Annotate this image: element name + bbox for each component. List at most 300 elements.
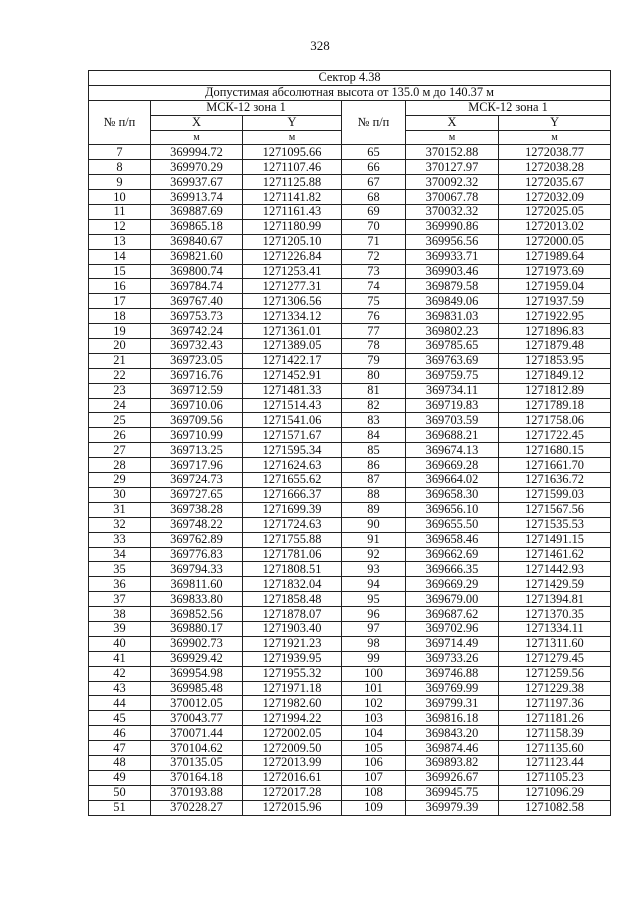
- x-coordinate-cell: 369763.69: [406, 353, 499, 368]
- x-coordinate-cell: 369655.50: [406, 517, 499, 532]
- y-coordinate-cell: 1271158.39: [499, 726, 611, 741]
- point-number-cell: 71: [342, 234, 406, 249]
- y-coordinate-cell: 1271959.04: [499, 279, 611, 294]
- x-coordinate-cell: 369717.96: [151, 458, 243, 473]
- table-row: [89, 487, 611, 502]
- point-number-cell: 72: [342, 249, 406, 264]
- point-number-cell: 95: [342, 592, 406, 607]
- table-row: [89, 234, 611, 249]
- y-coordinate-cell: 1271311.60: [499, 636, 611, 651]
- point-number-cell: 109: [342, 800, 406, 815]
- table-row: [89, 383, 611, 398]
- point-number-cell: 65: [342, 145, 406, 160]
- point-number-cell: 7: [89, 145, 151, 160]
- y-coordinate-cell: 1271939.95: [243, 651, 342, 666]
- point-number-cell: 100: [342, 666, 406, 681]
- height-limit: Допустимая абсолютная высота от 135.0 м до 140.37 м: [89, 85, 611, 100]
- x-coordinate-cell: 369733.26: [406, 651, 499, 666]
- x-coordinate-cell: 369727.65: [151, 487, 243, 502]
- point-number-cell: 27: [89, 443, 151, 458]
- x-coordinate-cell: 369816.18: [406, 711, 499, 726]
- table-row: [89, 755, 611, 770]
- y-coordinate-cell: 1271141.82: [243, 190, 342, 205]
- point-number-cell: 94: [342, 577, 406, 592]
- x-coordinate-cell: 369716.76: [151, 368, 243, 383]
- table-row: [89, 502, 611, 517]
- point-number-cell: 31: [89, 502, 151, 517]
- x-coordinate-cell: 369843.20: [406, 726, 499, 741]
- table-row: [89, 264, 611, 279]
- y-coordinate-cell: 1271125.88: [243, 175, 342, 190]
- y-coordinate-cell: 1271666.37: [243, 487, 342, 502]
- point-number-cell: 14: [89, 249, 151, 264]
- x-coordinate-cell: 369903.46: [406, 264, 499, 279]
- table-row: [89, 636, 611, 651]
- point-number-cell: 9: [89, 175, 151, 190]
- y-coordinate-cell: 1272038.28: [499, 160, 611, 175]
- x-coordinate-cell: 370067.78: [406, 190, 499, 205]
- point-number-cell: 39: [89, 621, 151, 636]
- y-coordinate-cell: 1271994.22: [243, 711, 342, 726]
- x-coordinate-cell: 369688.21: [406, 428, 499, 443]
- point-number-cell: 87: [342, 473, 406, 488]
- y-coordinate-cell: 1271429.59: [499, 577, 611, 592]
- table-row: [89, 547, 611, 562]
- y-coordinate-cell: 1271937.59: [499, 294, 611, 309]
- table-row: [89, 785, 611, 800]
- table-row: [89, 175, 611, 190]
- y-coordinate-cell: 1271096.29: [499, 785, 611, 800]
- table-row: [89, 666, 611, 681]
- y-coordinate-cell: 1271755.88: [243, 532, 342, 547]
- y-coordinate-cell: 1271461.62: [499, 547, 611, 562]
- point-number-cell: 43: [89, 681, 151, 696]
- y-coordinate-cell: 1271879.48: [499, 339, 611, 354]
- x-coordinate-cell: 370043.77: [151, 711, 243, 726]
- y-coordinate-cell: 1271277.31: [243, 279, 342, 294]
- table-row: [89, 473, 611, 488]
- table-row: [89, 800, 611, 815]
- x-coordinate-cell: 369753.73: [151, 309, 243, 324]
- x-coordinate-cell: 369887.69: [151, 205, 243, 220]
- point-number-cell: 98: [342, 636, 406, 651]
- y-coordinate-cell: 1271812.89: [499, 383, 611, 398]
- y-coordinate-cell: 1271107.46: [243, 160, 342, 175]
- point-number-cell: 75: [342, 294, 406, 309]
- x-header-right: X: [406, 115, 499, 130]
- x-coordinate-cell: 369802.23: [406, 324, 499, 339]
- point-number-cell: 68: [342, 190, 406, 205]
- x-coordinate-cell: 370228.27: [151, 800, 243, 815]
- point-number-cell: 24: [89, 398, 151, 413]
- table-row: [89, 621, 611, 636]
- x-coordinate-cell: 369658.46: [406, 532, 499, 547]
- y-coordinate-cell: 1271849.12: [499, 368, 611, 383]
- x-coordinate-cell: 369811.60: [151, 577, 243, 592]
- page-number: 328: [310, 38, 330, 53]
- x-coordinate-cell: 369945.75: [406, 785, 499, 800]
- y-coordinate-cell: 1271758.06: [499, 413, 611, 428]
- y-coordinate-cell: 1271306.56: [243, 294, 342, 309]
- point-number-cell: 42: [89, 666, 151, 681]
- table-row: [89, 219, 611, 234]
- x-coordinate-cell: 369719.83: [406, 398, 499, 413]
- point-number-cell: 21: [89, 353, 151, 368]
- point-number-cell: 45: [89, 711, 151, 726]
- y-coordinate-cell: 1271135.60: [499, 741, 611, 756]
- y-coordinate-cell: 1271699.39: [243, 502, 342, 517]
- y-coordinate-cell: 1271514.43: [243, 398, 342, 413]
- point-number-cell: 102: [342, 696, 406, 711]
- y-coordinate-cell: 1271922.95: [499, 309, 611, 324]
- x-coordinate-cell: 369658.30: [406, 487, 499, 502]
- x-coordinate-cell: 369767.40: [151, 294, 243, 309]
- y-coordinate-cell: 1271921.23: [243, 636, 342, 651]
- y-coordinate-cell: 1271259.56: [499, 666, 611, 681]
- y-coordinate-cell: 1271361.01: [243, 324, 342, 339]
- y-coordinate-cell: 1271181.26: [499, 711, 611, 726]
- x-coordinate-cell: 369831.03: [406, 309, 499, 324]
- table-row: [89, 279, 611, 294]
- x-coordinate-cell: 369902.73: [151, 636, 243, 651]
- point-number-cell: 74: [342, 279, 406, 294]
- x-coordinate-cell: 369714.49: [406, 636, 499, 651]
- y-coordinate-cell: 1272009.50: [243, 741, 342, 756]
- point-number-cell: 20: [89, 339, 151, 354]
- x-coordinate-cell: 369687.62: [406, 607, 499, 622]
- x-coordinate-cell: 369703.59: [406, 413, 499, 428]
- table-row: [89, 607, 611, 622]
- y-coordinate-cell: 1271571.67: [243, 428, 342, 443]
- point-number-cell: 22: [89, 368, 151, 383]
- y-coordinate-cell: 1271205.10: [243, 234, 342, 249]
- point-number-cell: 40: [89, 636, 151, 651]
- table-row: [89, 309, 611, 324]
- x-coordinate-cell: 369738.28: [151, 502, 243, 517]
- point-number-cell: 46: [89, 726, 151, 741]
- point-number-cell: 8: [89, 160, 151, 175]
- point-number-cell: 91: [342, 532, 406, 547]
- table-row: [89, 413, 611, 428]
- y-coordinate-cell: 1271595.34: [243, 443, 342, 458]
- table-row: [89, 339, 611, 354]
- point-number-cell: 37: [89, 592, 151, 607]
- x-coordinate-cell: 369799.31: [406, 696, 499, 711]
- point-number-cell: 12: [89, 219, 151, 234]
- table-row: [89, 770, 611, 785]
- x-coordinate-cell: 370071.44: [151, 726, 243, 741]
- x-coordinate-cell: 369794.33: [151, 562, 243, 577]
- point-number-cell: 18: [89, 309, 151, 324]
- point-number-cell: 33: [89, 532, 151, 547]
- x-coordinate-cell: 369880.17: [151, 621, 243, 636]
- x-coordinate-cell: 370092.32: [406, 175, 499, 190]
- table-row: [89, 517, 611, 532]
- x-unit-right: м: [406, 130, 499, 145]
- y-coordinate-cell: 1271878.07: [243, 607, 342, 622]
- point-number-cell: 49: [89, 770, 151, 785]
- y-coordinate-cell: 1271636.72: [499, 473, 611, 488]
- x-coordinate-cell: 369849.06: [406, 294, 499, 309]
- y-coordinate-cell: 1271853.95: [499, 353, 611, 368]
- table-row: [89, 428, 611, 443]
- x-coordinate-cell: 369710.06: [151, 398, 243, 413]
- point-number-cell: 38: [89, 607, 151, 622]
- x-coordinate-cell: 369893.82: [406, 755, 499, 770]
- x-coordinate-cell: 370135.05: [151, 755, 243, 770]
- point-number-cell: 108: [342, 785, 406, 800]
- y-coordinate-cell: 1272017.28: [243, 785, 342, 800]
- point-number-cell: 106: [342, 755, 406, 770]
- point-number-cell: 66: [342, 160, 406, 175]
- table-row: [89, 741, 611, 756]
- point-number-cell: 48: [89, 755, 151, 770]
- x-coordinate-cell: 369937.67: [151, 175, 243, 190]
- x-coordinate-cell: 369954.98: [151, 666, 243, 681]
- table-row: [89, 353, 611, 368]
- point-number-cell: 73: [342, 264, 406, 279]
- table-row: [89, 145, 611, 160]
- index-header-left: № п/п: [89, 100, 151, 145]
- x-coordinate-cell: 369769.99: [406, 681, 499, 696]
- x-coordinate-cell: 370152.88: [406, 145, 499, 160]
- x-coordinate-cell: 369710.99: [151, 428, 243, 443]
- x-coordinate-cell: 369929.42: [151, 651, 243, 666]
- x-coordinate-cell: 369879.58: [406, 279, 499, 294]
- y-coordinate-cell: 1271903.40: [243, 621, 342, 636]
- x-coordinate-cell: 370164.18: [151, 770, 243, 785]
- x-header-left: X: [151, 115, 243, 130]
- x-coordinate-cell: 369709.56: [151, 413, 243, 428]
- x-coordinate-cell: 369713.25: [151, 443, 243, 458]
- x-coordinate-cell: 369674.13: [406, 443, 499, 458]
- y-unit-right: м: [499, 130, 611, 145]
- point-number-cell: 89: [342, 502, 406, 517]
- y-coordinate-cell: 1271452.91: [243, 368, 342, 383]
- point-number-cell: 104: [342, 726, 406, 741]
- point-number-cell: 76: [342, 309, 406, 324]
- table-row: [89, 160, 611, 175]
- x-coordinate-cell: 369734.11: [406, 383, 499, 398]
- y-coordinate-cell: 1271481.33: [243, 383, 342, 398]
- y-coordinate-cell: 1271226.84: [243, 249, 342, 264]
- x-coordinate-cell: 369679.00: [406, 592, 499, 607]
- x-coordinate-cell: 370127.97: [406, 160, 499, 175]
- table-row: [89, 190, 611, 205]
- index-header-right: № п/п: [342, 100, 406, 145]
- x-coordinate-cell: 370032.32: [406, 205, 499, 220]
- y-coordinate-cell: 1271389.05: [243, 339, 342, 354]
- point-number-cell: 99: [342, 651, 406, 666]
- table-row: [89, 696, 611, 711]
- point-number-cell: 107: [342, 770, 406, 785]
- x-coordinate-cell: 369784.74: [151, 279, 243, 294]
- y-coordinate-cell: 1271095.66: [243, 145, 342, 160]
- point-number-cell: 70: [342, 219, 406, 234]
- point-number-cell: 25: [89, 413, 151, 428]
- point-number-cell: 77: [342, 324, 406, 339]
- table-row: [89, 532, 611, 547]
- x-coordinate-cell: 369746.88: [406, 666, 499, 681]
- y-coordinate-cell: 1271253.41: [243, 264, 342, 279]
- x-coordinate-cell: 369865.18: [151, 219, 243, 234]
- point-number-cell: 23: [89, 383, 151, 398]
- point-number-cell: 97: [342, 621, 406, 636]
- point-number-cell: 103: [342, 711, 406, 726]
- x-coordinate-cell: 369656.10: [406, 502, 499, 517]
- y-coordinate-cell: 1271541.06: [243, 413, 342, 428]
- y-coordinate-cell: 1271229.38: [499, 681, 611, 696]
- point-number-cell: 30: [89, 487, 151, 502]
- y-coordinate-cell: 1271982.60: [243, 696, 342, 711]
- y-coordinate-cell: 1271971.18: [243, 681, 342, 696]
- x-coordinate-cell: 369956.56: [406, 234, 499, 249]
- x-coordinate-cell: 369669.29: [406, 577, 499, 592]
- x-coordinate-cell: 369712.59: [151, 383, 243, 398]
- x-coordinate-cell: 369994.72: [151, 145, 243, 160]
- point-number-cell: 32: [89, 517, 151, 532]
- y-coordinate-cell: 1272032.09: [499, 190, 611, 205]
- x-coordinate-cell: 369776.83: [151, 547, 243, 562]
- y-coordinate-cell: 1271105.23: [499, 770, 611, 785]
- x-coordinate-cell: 369800.74: [151, 264, 243, 279]
- y-header-left: Y: [243, 115, 342, 130]
- point-number-cell: 35: [89, 562, 151, 577]
- y-coordinate-cell: 1272002.05: [243, 726, 342, 741]
- table-row: [89, 368, 611, 383]
- x-coordinate-cell: 369748.22: [151, 517, 243, 532]
- y-coordinate-cell: 1272000.05: [499, 234, 611, 249]
- point-number-cell: 67: [342, 175, 406, 190]
- table-row: [89, 651, 611, 666]
- table-row: [89, 205, 611, 220]
- x-coordinate-cell: 369724.73: [151, 473, 243, 488]
- point-number-cell: 92: [342, 547, 406, 562]
- point-number-cell: 19: [89, 324, 151, 339]
- y-coordinate-cell: 1271655.62: [243, 473, 342, 488]
- point-number-cell: 80: [342, 368, 406, 383]
- y-coordinate-cell: 1271334.11: [499, 621, 611, 636]
- point-number-cell: 96: [342, 607, 406, 622]
- table-row: [89, 577, 611, 592]
- table-row: [89, 592, 611, 607]
- x-coordinate-cell: 369732.43: [151, 339, 243, 354]
- y-coordinate-cell: 1271832.04: [243, 577, 342, 592]
- point-number-cell: 28: [89, 458, 151, 473]
- x-coordinate-cell: 369742.24: [151, 324, 243, 339]
- table-row: [89, 562, 611, 577]
- point-number-cell: 26: [89, 428, 151, 443]
- y-coordinate-cell: 1272035.67: [499, 175, 611, 190]
- y-coordinate-cell: 1272013.99: [243, 755, 342, 770]
- y-coordinate-cell: 1271123.44: [499, 755, 611, 770]
- x-coordinate-cell: 369933.71: [406, 249, 499, 264]
- y-coordinate-cell: 1271781.06: [243, 547, 342, 562]
- table-row: [89, 294, 611, 309]
- y-coordinate-cell: 1271161.43: [243, 205, 342, 220]
- x-coordinate-cell: 369723.05: [151, 353, 243, 368]
- point-number-cell: 78: [342, 339, 406, 354]
- y-coordinate-cell: 1272025.05: [499, 205, 611, 220]
- point-number-cell: 93: [342, 562, 406, 577]
- point-number-cell: 50: [89, 785, 151, 800]
- y-coordinate-cell: 1271858.48: [243, 592, 342, 607]
- table-row: [89, 398, 611, 413]
- point-number-cell: 17: [89, 294, 151, 309]
- table-body: [89, 145, 611, 815]
- y-coordinate-cell: 1272016.61: [243, 770, 342, 785]
- point-number-cell: 81: [342, 383, 406, 398]
- point-number-cell: 36: [89, 577, 151, 592]
- y-coordinate-cell: 1271394.81: [499, 592, 611, 607]
- y-coordinate-cell: 1271808.51: [243, 562, 342, 577]
- point-number-cell: 83: [342, 413, 406, 428]
- x-coordinate-cell: 369762.89: [151, 532, 243, 547]
- x-coordinate-cell: 369666.35: [406, 562, 499, 577]
- y-coordinate-cell: 1271535.53: [499, 517, 611, 532]
- y-header-right: Y: [499, 115, 611, 130]
- y-coordinate-cell: 1271661.70: [499, 458, 611, 473]
- point-number-cell: 79: [342, 353, 406, 368]
- y-coordinate-cell: 1271491.15: [499, 532, 611, 547]
- sector-title: Сектор 4.38: [89, 71, 611, 86]
- x-coordinate-cell: 370104.62: [151, 741, 243, 756]
- y-coordinate-cell: 1271422.17: [243, 353, 342, 368]
- x-coordinate-cell: 369874.46: [406, 741, 499, 756]
- y-coordinate-cell: 1271442.93: [499, 562, 611, 577]
- coord-system-header-left: МСК-12 зона 1: [151, 100, 342, 115]
- point-number-cell: 11: [89, 205, 151, 220]
- x-coordinate-cell: 369702.96: [406, 621, 499, 636]
- table-row: [89, 443, 611, 458]
- point-number-cell: 85: [342, 443, 406, 458]
- x-coordinate-cell: 369785.65: [406, 339, 499, 354]
- point-number-cell: 44: [89, 696, 151, 711]
- y-coordinate-cell: 1272013.02: [499, 219, 611, 234]
- y-coordinate-cell: 1271789.18: [499, 398, 611, 413]
- point-number-cell: 101: [342, 681, 406, 696]
- y-coordinate-cell: 1271989.64: [499, 249, 611, 264]
- point-number-cell: 88: [342, 487, 406, 502]
- point-number-cell: 15: [89, 264, 151, 279]
- point-number-cell: 10: [89, 190, 151, 205]
- x-coordinate-cell: 369664.02: [406, 473, 499, 488]
- x-coordinate-cell: 369821.60: [151, 249, 243, 264]
- y-coordinate-cell: 1271082.58: [499, 800, 611, 815]
- point-number-cell: 86: [342, 458, 406, 473]
- x-coordinate-cell: 370193.88: [151, 785, 243, 800]
- coord-system-header-right: МСК-12 зона 1: [406, 100, 611, 115]
- x-coordinate-cell: 370012.05: [151, 696, 243, 711]
- y-coordinate-cell: 1271334.12: [243, 309, 342, 324]
- table-row: [89, 726, 611, 741]
- x-coordinate-cell: 369662.69: [406, 547, 499, 562]
- y-coordinate-cell: 1271567.56: [499, 502, 611, 517]
- y-coordinate-cell: 1271599.03: [499, 487, 611, 502]
- y-coordinate-cell: 1271896.83: [499, 324, 611, 339]
- x-coordinate-cell: 369840.67: [151, 234, 243, 249]
- y-coordinate-cell: 1272038.77: [499, 145, 611, 160]
- table-row: [89, 324, 611, 339]
- y-coordinate-cell: 1272015.96: [243, 800, 342, 815]
- x-coordinate-cell: 369926.67: [406, 770, 499, 785]
- x-coordinate-cell: 369833.80: [151, 592, 243, 607]
- y-coordinate-cell: 1271279.45: [499, 651, 611, 666]
- point-number-cell: 51: [89, 800, 151, 815]
- y-coordinate-cell: 1271624.63: [243, 458, 342, 473]
- x-coordinate-cell: 369759.75: [406, 368, 499, 383]
- point-number-cell: 47: [89, 741, 151, 756]
